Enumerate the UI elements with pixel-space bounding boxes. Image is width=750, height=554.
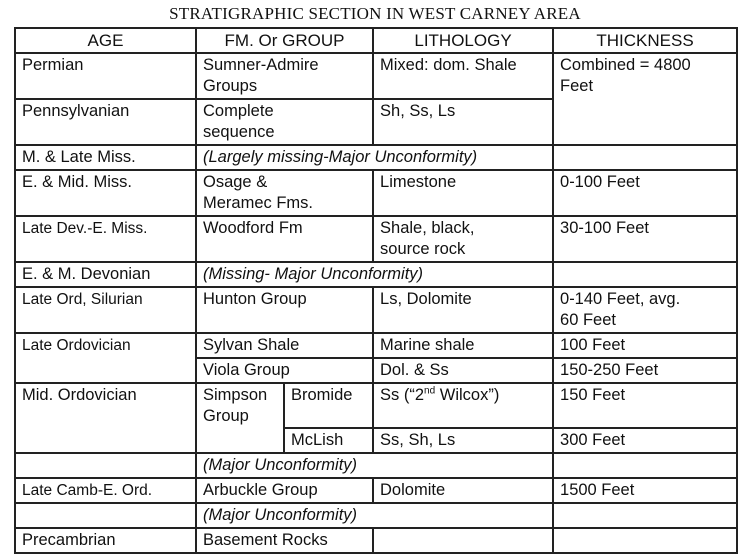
- thickness-cell: 0-140 Feet, avg. 60 Feet: [553, 287, 737, 333]
- header-age: AGE: [15, 28, 196, 53]
- age-cell: Late Camb-E. Ord.: [15, 478, 196, 503]
- age-cell: M. & Late Miss.: [15, 145, 196, 170]
- lithology-cell: Dolomite: [373, 478, 553, 503]
- age-cell: Permian: [15, 53, 196, 99]
- age-cell: Late Ordovician: [15, 333, 196, 383]
- thickness-cell: Combined = 4800 Feet: [553, 53, 737, 145]
- lithology-cell: Dol. & Ss: [373, 358, 553, 383]
- table-row: [15, 528, 737, 553]
- age-cell: Precambrian: [15, 528, 196, 553]
- header-fm-group: FM. Or GROUP: [196, 28, 373, 53]
- age-cell: Late Dev.-E. Miss.: [15, 216, 196, 262]
- table-row: [15, 478, 737, 503]
- age-cell: [15, 503, 196, 528]
- fm-cell: Sumner-Admire Groups: [196, 53, 373, 99]
- lithology-cell: Ss (“2nd Wilcox”): [373, 383, 553, 428]
- table-row: [15, 53, 737, 99]
- thickness-cell: 1500 Feet: [553, 478, 737, 503]
- fm-cell: (Largely missing-Major Unconformity): [196, 145, 553, 170]
- fm-cell: Arbuckle Group: [196, 478, 373, 503]
- group-cell: Simpson Group: [196, 383, 284, 453]
- age-cell: E. & Mid. Miss.: [15, 170, 196, 216]
- fm-cell: Complete sequence: [196, 99, 373, 145]
- formation-cell: McLish: [284, 428, 373, 453]
- table-row: [15, 216, 737, 262]
- fm-cell: (Missing- Major Unconformity): [196, 262, 553, 287]
- table-row: [15, 453, 737, 478]
- fm-cell: Woodford Fm: [196, 216, 373, 262]
- stratigraphic-table: [14, 27, 738, 554]
- lithology-cell: Sh, Ss, Ls: [373, 99, 553, 145]
- thickness-cell: [553, 528, 737, 553]
- table-row: [15, 170, 737, 216]
- header-lithology: LITHOLOGY: [373, 28, 553, 53]
- fm-cell: (Major Unconformity): [196, 503, 553, 528]
- lithology-cell: [373, 528, 553, 553]
- table-row: [15, 262, 737, 287]
- table-row: [15, 145, 737, 170]
- thickness-cell: 150-250 Feet: [553, 358, 737, 383]
- thickness-cell: [553, 145, 737, 170]
- header-row: [15, 28, 737, 53]
- thickness-cell: [553, 262, 737, 287]
- age-cell: Pennsylvanian: [15, 99, 196, 145]
- fm-cell: Viola Group: [196, 358, 373, 383]
- age-cell: Late Ord, Silurian: [15, 287, 196, 333]
- thickness-cell: 0-100 Feet: [553, 170, 737, 216]
- thickness-cell: 100 Feet: [553, 333, 737, 358]
- fm-cell: Osage & Meramec Fms.: [196, 170, 373, 216]
- table-row: [15, 287, 737, 333]
- lithology-cell: Ss, Sh, Ls: [373, 428, 553, 453]
- table-row: [15, 503, 737, 528]
- thickness-cell: 300 Feet: [553, 428, 737, 453]
- lithology-cell: Mixed: dom. Shale: [373, 53, 553, 99]
- fm-cell: (Major Unconformity): [196, 453, 553, 478]
- thickness-cell: [553, 503, 737, 528]
- table-row: [15, 383, 737, 428]
- fm-cell: Basement Rocks: [196, 528, 373, 553]
- thickness-cell: 150 Feet: [553, 383, 737, 428]
- age-cell: Mid. Ordovician: [15, 383, 196, 453]
- formation-cell: Bromide: [284, 383, 373, 428]
- table-title: STRATIGRAPHIC SECTION IN WEST CARNEY AREA: [169, 4, 581, 23]
- lithology-cell: Ls, Dolomite: [373, 287, 553, 333]
- thickness-cell: 30-100 Feet: [553, 216, 737, 262]
- lithology-cell: Limestone: [373, 170, 553, 216]
- age-cell: E. & M. Devonian: [15, 262, 196, 287]
- lithology-cell: Marine shale: [373, 333, 553, 358]
- thickness-cell: [553, 453, 737, 478]
- table-row: [15, 333, 737, 358]
- fm-cell: Hunton Group: [196, 287, 373, 333]
- lithology-cell: Shale, black, source rock: [373, 216, 553, 262]
- fm-cell: Sylvan Shale: [196, 333, 373, 358]
- age-cell: [15, 453, 196, 478]
- header-thickness: THICKNESS: [553, 28, 737, 53]
